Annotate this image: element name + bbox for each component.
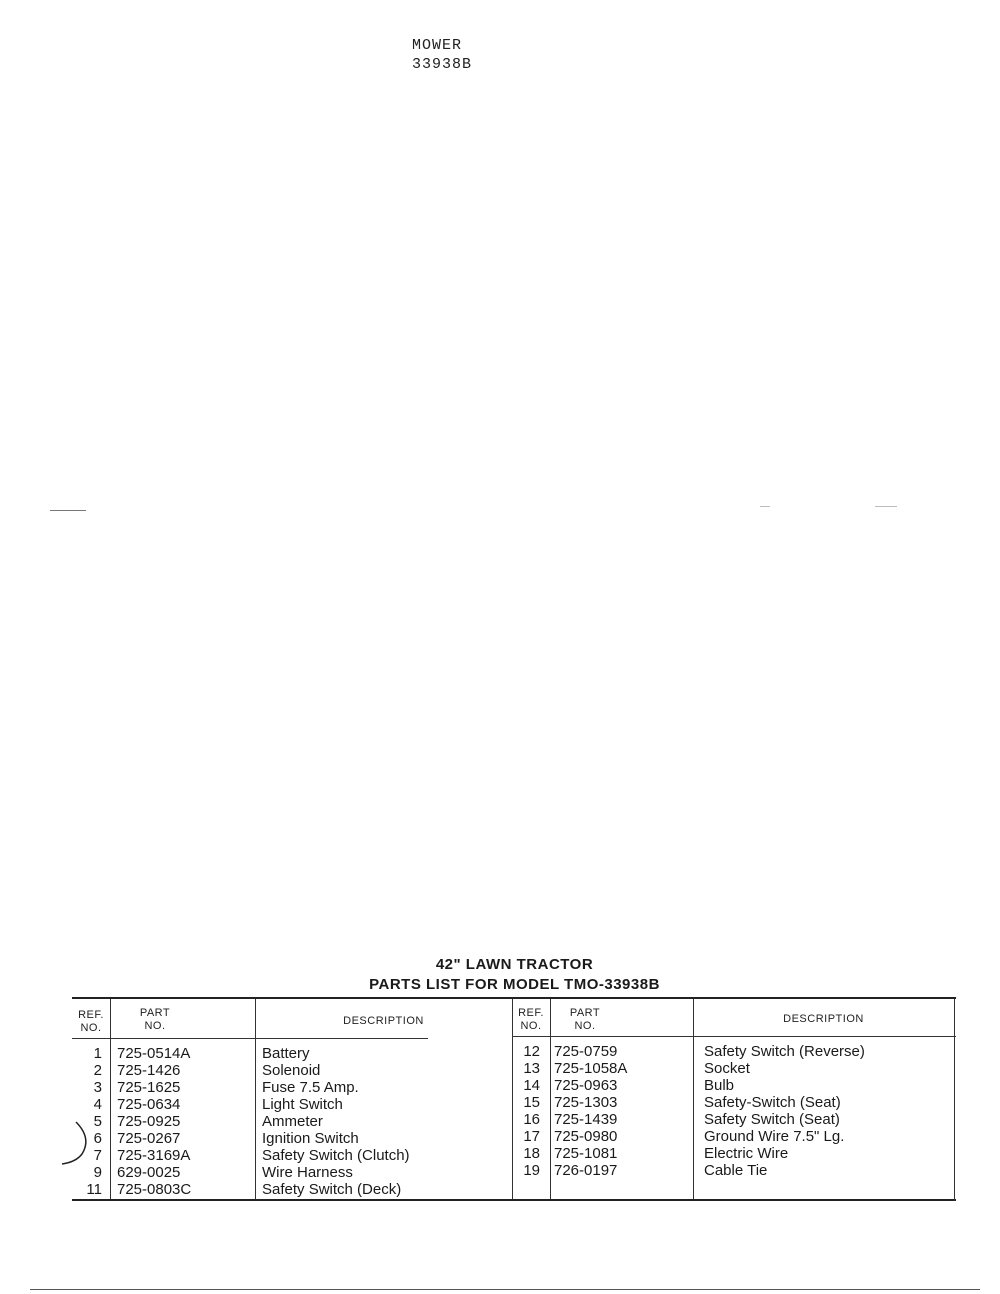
col-header-ref (72, 1009, 110, 1035)
ref-no: 4 (93, 1096, 102, 1113)
part-no: 725-3169A (117, 1147, 191, 1164)
part-no: 725-1303 (554, 1094, 618, 1111)
column-divider (255, 999, 256, 1199)
parts-list-title (72, 955, 957, 995)
ref-no: 19 (523, 1162, 540, 1179)
description: Ground Wire 7.5" Lg. (704, 1128, 845, 1145)
part-no: 725-1625 (117, 1079, 181, 1096)
part-no: 725-0267 (117, 1130, 181, 1147)
col-header-ref (512, 1007, 550, 1033)
ref-no: 9 (93, 1164, 102, 1181)
part-no: 725-0803C (117, 1181, 192, 1198)
parts-table (72, 997, 956, 1201)
description: Safety Switch (Deck) (262, 1181, 402, 1198)
col-header-part-line1: PART (139, 1007, 171, 1019)
header-product-name: MOWER (412, 37, 463, 54)
ref-no: 18 (523, 1145, 540, 1162)
scan-mark (760, 506, 770, 507)
part-no: 725-1439 (554, 1111, 618, 1128)
col-header-part-line2: NO. (574, 1020, 596, 1032)
part-no: 725-1058A (554, 1060, 628, 1077)
col-header-description-label: DESCRIPTION (783, 1013, 864, 1025)
col-header-ref-line2: NO. (80, 1022, 102, 1034)
part-no: 725-0925 (117, 1113, 181, 1130)
part-no: 725-1426 (117, 1062, 181, 1079)
ref-no: 1 (93, 1045, 102, 1062)
part-no: 725-1081 (554, 1145, 618, 1162)
bracket-mark (58, 1120, 98, 1170)
description: Battery (262, 1045, 310, 1062)
col-header-ref-line1: REF. (518, 1007, 544, 1019)
description: Safety Switch (Seat) (704, 1111, 840, 1128)
ref-no: 11 (86, 1181, 102, 1198)
col-header-part (550, 1007, 620, 1033)
page-bottom-rule (30, 1289, 980, 1290)
column-divider (693, 999, 694, 1199)
description: Safety Switch (Clutch) (262, 1147, 410, 1164)
ref-no: 17 (523, 1128, 540, 1145)
part-no: 725-0514A (117, 1045, 191, 1062)
col-header-part (110, 1007, 200, 1033)
description: Fuse 7.5 Amp. (262, 1079, 359, 1096)
part-no: 725-0963 (554, 1077, 618, 1094)
ref-no: 14 (523, 1077, 540, 1094)
ref-no: 12 (523, 1043, 540, 1060)
description: Solenoid (262, 1062, 321, 1079)
ref-no: 6 (93, 1130, 102, 1147)
ref-no: 13 (523, 1060, 540, 1077)
ref-no: 3 (93, 1079, 102, 1096)
col-header-description-label: DESCRIPTION (343, 1015, 424, 1027)
ref-no: 15 (523, 1094, 540, 1111)
scan-mark (50, 510, 86, 511)
col-header-description (693, 1013, 954, 1026)
part-no: 629-0025 (117, 1164, 181, 1181)
ref-no: 2 (93, 1062, 102, 1079)
ref-no: 7 (93, 1147, 102, 1164)
col-header-part-line2: NO. (144, 1020, 166, 1032)
table-right-border (954, 999, 955, 1201)
description: Safety-Switch (Seat) (704, 1094, 841, 1111)
description: Socket (704, 1060, 750, 1077)
part-no: 725-0634 (117, 1096, 181, 1113)
description: Safety Switch (Reverse) (704, 1043, 865, 1060)
col-header-ref-line1: REF. (78, 1009, 104, 1021)
ref-no: 16 (523, 1111, 540, 1128)
description: Light Switch (262, 1096, 343, 1113)
header-underline-right (512, 1036, 956, 1037)
description: Cable Tie (704, 1162, 768, 1179)
title-line-1: 42" LAWN TRACTOR (435, 956, 594, 973)
description: Ignition Switch (262, 1130, 359, 1147)
title-line-2: PARTS LIST FOR MODEL TMO-33938B (369, 976, 660, 993)
scan-mark (875, 506, 897, 507)
description: Ammeter (262, 1113, 323, 1130)
part-no: 725-0759 (554, 1043, 618, 1060)
description: Bulb (704, 1077, 735, 1094)
header-model-number: 33938B (412, 56, 473, 73)
description: Wire Harness (262, 1164, 353, 1181)
col-header-description (255, 1015, 512, 1028)
col-header-part-line1: PART (569, 1007, 601, 1019)
ref-no: 5 (93, 1113, 102, 1130)
part-no: 725-0980 (554, 1128, 618, 1145)
document-header (412, 36, 472, 74)
part-no: 726-0197 (554, 1162, 618, 1179)
header-underline-left (72, 1038, 428, 1039)
description: Electric Wire (704, 1145, 789, 1162)
col-header-ref-line2: NO. (520, 1020, 542, 1032)
